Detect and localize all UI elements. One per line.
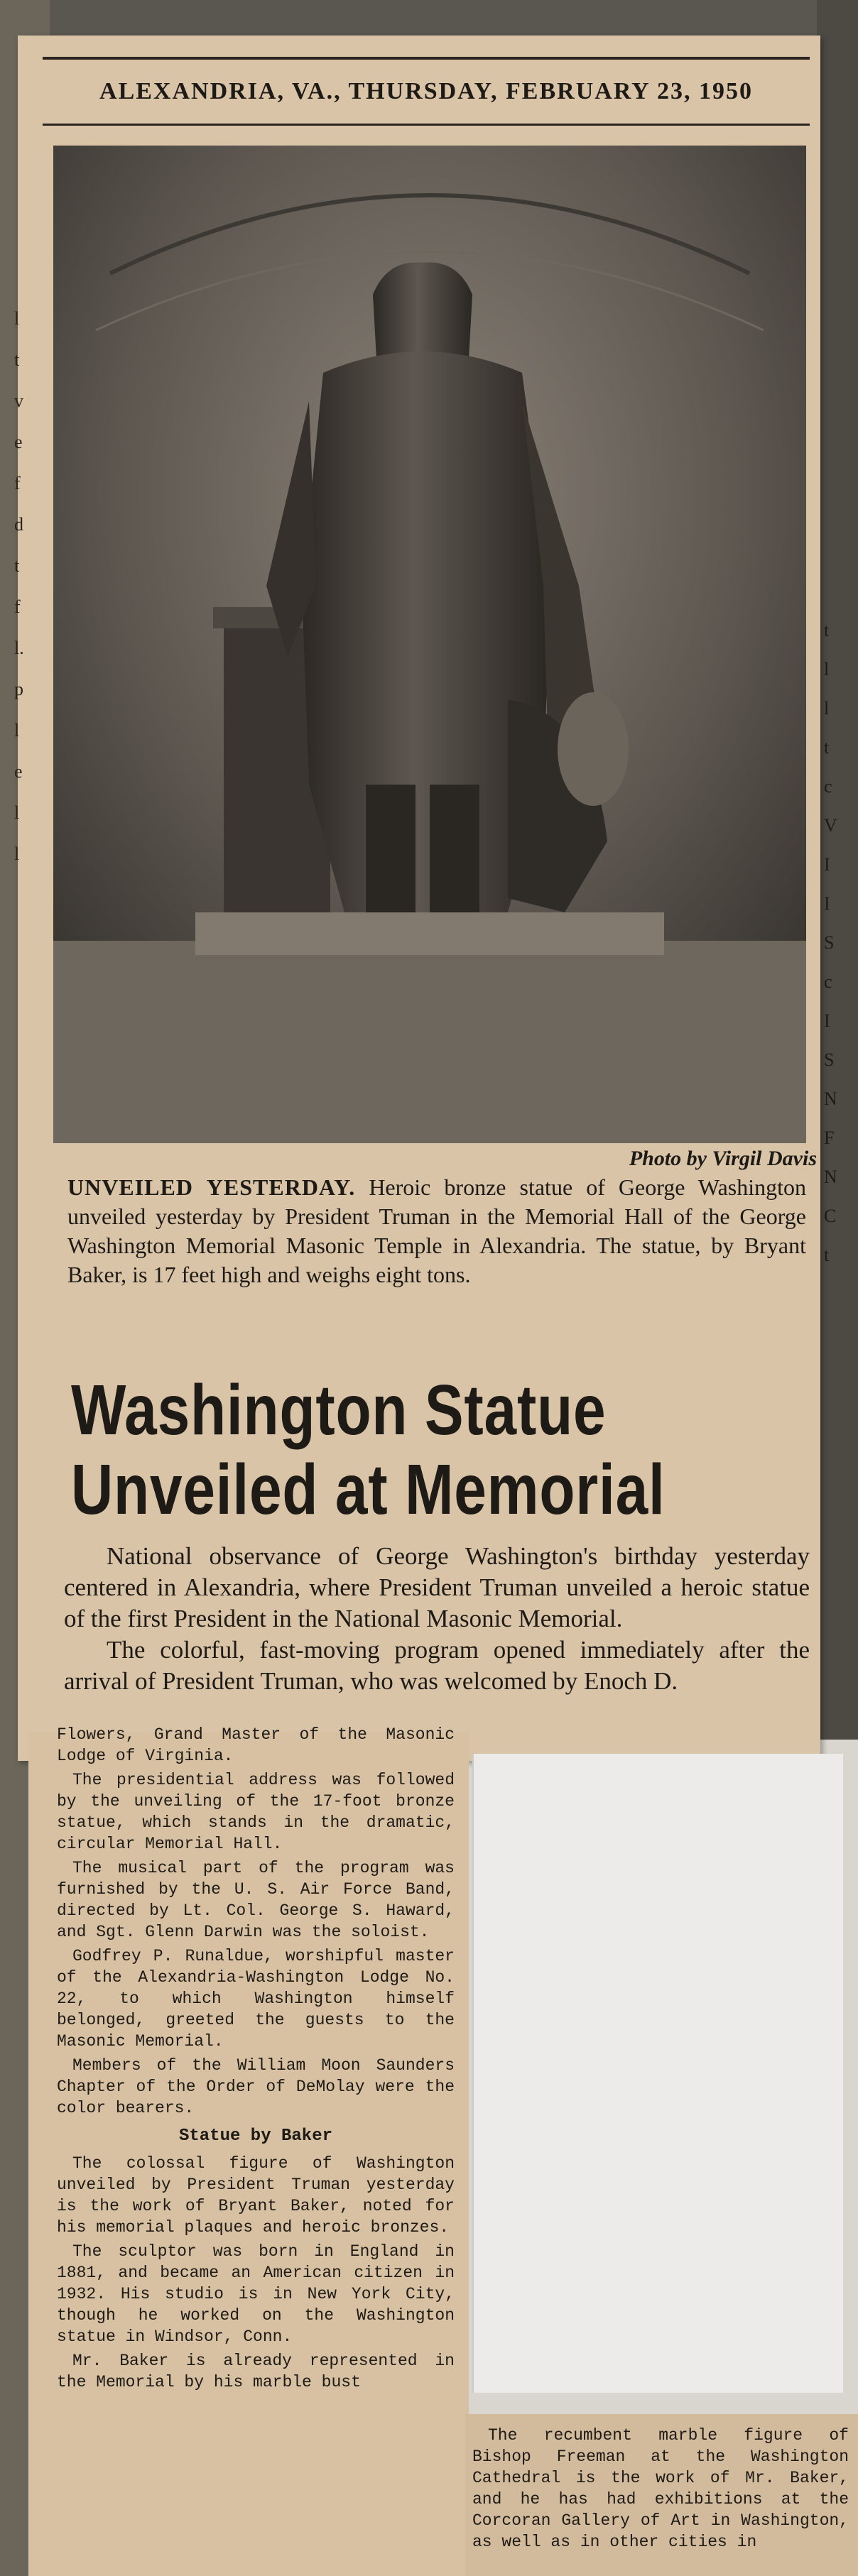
dateline: ALEXANDRIA, VA., THURSDAY, FEBRUARY 23, 1950 <box>43 57 810 126</box>
edge-fragment-char: l <box>14 844 20 864</box>
edge-fragment-char: C <box>824 1206 837 1226</box>
caption-lead: UNVEILED YESTERDAY. <box>67 1174 356 1200</box>
article-paragraph: The musical part of the program was furnished by the U. S. Air Force Band, directed by Lt. Col. George S. Haward, and Sgt. Glenn Darwin was the soloist. <box>57 1859 455 1941</box>
edge-fragment-char: I <box>824 1010 830 1031</box>
headline-line-1: Washington Statue <box>71 1370 607 1450</box>
article-subhead: Statue by Baker <box>178 2127 333 2146</box>
edge-fragment-char: f <box>14 473 21 493</box>
edge-fragment-char: l <box>14 308 20 329</box>
edge-fragment-char: I <box>824 854 830 875</box>
edge-fragment-char: l <box>14 720 20 741</box>
edge-fragment-char: e <box>14 761 23 782</box>
lead-paragraphs <box>64 1541 810 1697</box>
photo-caption <box>67 1173 806 1289</box>
edge-fragments-right <box>824 611 852 1265</box>
article-paragraph: The sculptor was born in England in 1881, and became an American citizen in 1932. His studio is in New York City, though he worked on the Washington statue in Windsor, Conn. <box>57 2242 455 2346</box>
edge-fragment-char: p <box>14 679 23 699</box>
article-paragraph: Mr. Baker is already represented in the Memorial by his marble bust <box>57 2352 455 2391</box>
edge-fragment-char: N <box>824 1088 837 1109</box>
edge-fragment-char: t <box>824 737 830 758</box>
headline <box>71 1370 677 1529</box>
headline-line-2: Unveiled at Memorial <box>71 1450 666 1529</box>
edge-fragment-char: c <box>824 971 832 992</box>
edge-fragment-char: t <box>14 349 20 370</box>
article-paragraph: The presidential address was followed by the unveiling of the 17-foot bronze statue, which stands in the dramatic, circular Memorial Hall. <box>57 1771 455 1853</box>
edge-fragment-char: I <box>824 893 830 914</box>
article-paragraph: Members of the William Moon Saunders Chapter of the Order of DeMolay were the color bearers. <box>57 2056 455 2117</box>
edge-fragment-char: c <box>824 776 832 797</box>
article-paragraph: The recumbent marble figure of Bishop Freeman at the Washington Cathedral is the work of Mr. Baker, and he has had exhibitions at the Corcoran Gallery of Art in Washington, as well as in other cities in <box>472 2426 849 2551</box>
lead-paragraph: The colorful, fast-moving program opened immediately after the arrival of President Truman, who was welcomed by Enoch D. <box>64 1636 810 1695</box>
edge-fragment-char: l <box>824 698 830 719</box>
edge-fragment-char: f <box>14 596 21 617</box>
article-right-column <box>472 2425 849 2553</box>
edge-fragment-char: S <box>824 932 835 953</box>
photo-credit: Photo by Virgil Davis <box>629 1147 817 1170</box>
edge-fragment-char: l <box>824 659 830 680</box>
blank-backing-panel <box>472 1754 843 2393</box>
edge-fragment-char: l. <box>14 638 24 658</box>
edge-fragment-char: d <box>14 514 23 535</box>
edge-fragment-char: V <box>824 815 837 836</box>
article-paragraph: Godfrey P. Runaldue, worshipful master of the Alexandria-Washington Lodge No. 22, to which Washington himself belonged, greeted the guests to the Masonic Memorial. <box>57 1947 455 2051</box>
edge-fragment-char: e <box>14 432 23 452</box>
article-left-column <box>57 1724 455 2396</box>
edge-fragments-left <box>14 298 36 1363</box>
edge-fragment-char: v <box>14 391 23 411</box>
edge-fragment-char: l <box>14 802 20 823</box>
edge-fragment-char: N <box>824 1167 837 1187</box>
statue-photo <box>53 146 806 1143</box>
article-paragraph: Flowers, Grand Master of the Masonic Lodge of Virginia. <box>57 1725 455 1765</box>
edge-fragment-char: t <box>824 620 830 640</box>
edge-fragment-char: S <box>824 1049 835 1070</box>
lead-paragraph: National observance of George Washington's birthday yesterday centered in Alexandria, where President Truman unveiled a heroic statue of the first President in the National Masonic Memorial. <box>64 1542 810 1632</box>
edge-fragment-char: F <box>824 1128 835 1148</box>
edge-fragment-char: t <box>824 1245 830 1265</box>
article-paragraph: The colossal figure of Washington unveiled by President Truman yesterday is the work of Bryant Baker, noted for his memorial plaques and heroic bronzes. <box>57 2154 455 2237</box>
caption-text: Heroic bronze statue of George Washington unveiled yesterday by President Truman in the Memorial Hall of the George Washington Memorial Masonic Temple in Alexandria. The statue, by Bryant Baker, is 17 feet high and weighs eight tons. <box>67 1174 807 1287</box>
edge-fragment-char: t <box>14 555 20 576</box>
washington-statue-illustration <box>53 146 806 1143</box>
